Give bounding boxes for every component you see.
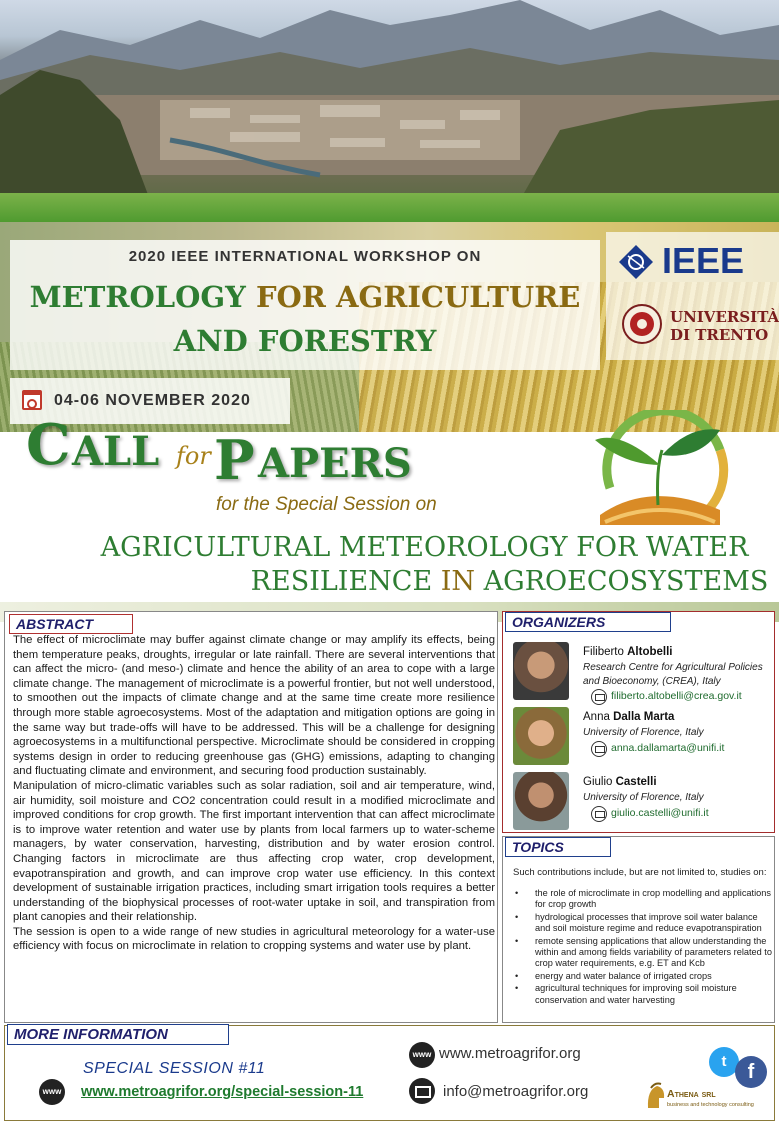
organizer-name <box>583 646 672 658</box>
abstract-paragraph: The session is open to a wide range of new studies in agricultural meteorology for a water-use efficiency with focus on microclimate in relation to cropping systems and water use by plant. <box>13 925 495 953</box>
email-icon <box>591 741 607 757</box>
topic-item: • energy and water balance of irrigated crops <box>513 971 773 982</box>
topic-item: • remote sensing applications that allow understanding the within and among fields variability of parameters related to crop water requirements, e.g. ET and Kcb <box>513 936 773 970</box>
workshop-line: 2020 IEEE INTERNATIONAL WORKSHOP ON <box>128 248 482 265</box>
organizer-name <box>583 711 674 723</box>
unitn-logo <box>622 302 779 352</box>
workshop-title-line1 <box>10 280 600 314</box>
organizer-affiliation: Research Centre for Agricultural Policies and Bioeconomy, (CREA), Italy <box>583 662 763 687</box>
cfp-for: for <box>176 442 211 470</box>
unitn-seal-icon <box>622 304 662 344</box>
subject-resilience: RESILIENCE <box>250 566 441 597</box>
twitter-icon[interactable]: t <box>709 1047 739 1077</box>
athena-wordmark: Athena srl <box>667 1088 716 1100</box>
organizer-affiliation: University of Florence, Italy <box>583 727 704 738</box>
special-session-line: for the Special Session on <box>216 494 437 515</box>
www-icon: www <box>409 1042 435 1068</box>
green-band <box>0 193 779 223</box>
topics-label: TOPICS <box>505 837 611 857</box>
cfp-all: ALL <box>72 428 160 475</box>
cfp-letter-p: P <box>214 428 255 492</box>
topic-item: • hydrological processes that improve soil water balance and soil moisture regime and reduce evapotranspiration <box>513 912 773 935</box>
title-part-metrology: METROLOGY <box>29 280 256 314</box>
organizer-affiliation: University of Florence, Italy <box>583 792 704 803</box>
organizer-email[interactable]: filiberto.altobelli@crea.gov.it <box>611 690 742 702</box>
ieee-wordmark: IEEE <box>662 240 745 281</box>
email-icon <box>591 806 607 822</box>
email-icon <box>591 689 607 705</box>
organizer-photo <box>513 707 569 765</box>
organizer-first-name: Anna <box>583 711 614 723</box>
athena-helmet-icon <box>645 1082 667 1112</box>
topic-item: • agricultural techniques for improving soil moisture conservation and water harvesting <box>513 983 773 1006</box>
workshop-title-line2: AND FORESTRY <box>173 324 437 358</box>
unitn-line2: DI TRENTO <box>670 326 769 344</box>
athena-logo <box>645 1078 775 1118</box>
www-icon: www <box>39 1079 65 1105</box>
organizer-first-name: Giulio <box>583 776 616 788</box>
organizer-card <box>513 707 773 767</box>
organizer-last-name: Altobelli <box>627 646 673 658</box>
topics-intro: Such contributions include, but are not limited to, studies on: <box>513 867 767 878</box>
unitn-wordmark <box>670 308 779 344</box>
topic-item: • the role of microclimate in crop modelling and applications for crop growth <box>513 888 773 911</box>
abstract-label: ABSTRACT <box>9 614 133 634</box>
organizer-first-name: Filiberto <box>583 646 628 658</box>
logo-panel <box>606 232 779 360</box>
organizers-label: ORGANIZERS <box>505 612 671 632</box>
event-date: 04-06 NOVEMBER 2020 <box>54 392 251 409</box>
special-session-number: SPECIAL SESSION #11 <box>83 1060 266 1077</box>
more-information-section <box>4 1025 775 1121</box>
calendar-icon <box>22 390 42 410</box>
organizer-email[interactable]: giulio.castelli@unifi.it <box>611 807 709 819</box>
title-part-agriculture: FOR AGRICULTURE <box>255 280 581 314</box>
organizer-last-name: Castelli <box>615 776 657 788</box>
organizer-name <box>583 776 657 788</box>
unitn-line1: UNIVERSITÀ <box>670 308 779 326</box>
organizers-section <box>502 611 775 833</box>
cfp-letter-c: C <box>26 412 71 478</box>
athena-tagline: business and technology consulting <box>667 1102 754 1108</box>
agriculture-plant-logo <box>580 410 740 530</box>
organizer-card <box>513 772 773 832</box>
special-session-link[interactable]: www.metroagrifor.org/special-session-11 <box>81 1084 364 1100</box>
subject-line1: AGRICULTURAL METEOROLOGY FOR WATER <box>100 532 749 563</box>
cfp-apers: APERS <box>258 440 412 487</box>
subject-in: IN <box>440 566 484 597</box>
organizer-card <box>513 642 773 702</box>
website-link[interactable]: www.metroagrifor.org <box>439 1045 581 1062</box>
topics-list <box>513 888 773 1007</box>
abstract-paragraph: The effect of microclimate may buffer against climate change or may amplify its effects, being them temperature peaks, droughts, irregular or late rainfall. There are several interventions that can affect the micro- (and meso-) climate and hence the ability of an area to cope with a large climate change. The management of microclimate is a powerful frontier, but not well understood, to smoothen out the impacts of climate change and at the same time create more resilience through more stable agroecosystems. Most of the adaptation and mitigation options are going in the same way but trade-offs will have to be addressed. This will be a challenge for designing agroecosystems in a multifunctional perspective. Microclimate should be considered in cropping systems design in order to reducing greenhouse gas (GHG) emissions, adapting to changing and fluctuating climate and environment, and securing food production sustainably. <box>13 634 495 778</box>
subject-line2 <box>0 566 779 597</box>
abstract-paragraph: Manipulation of micro-climatic variables such as solar radiation, soil and air temperature, wind, air humidity, soil moisture and CO2 concentration could result in a modified microclimate and improved conditions for crop growth. The first important intervention that can affect microclimate is to improve water retention and water use by plants from local farmers up to water-scheme managers, by water conservation, harvesting, distribution and by water erosion control. Changing factors in microclimate are thus affecting crop water, crop development, evapotranspiration and growth, and can improve crop water use efficiency. In this context development of sustainable irrigation practices, including smart irrigation tools requires a better understanding of the biophysical processes of root-water uptake in soil, and transpiration from plant canopies and their relationship. <box>13 779 495 924</box>
abstract-text <box>13 633 495 954</box>
organizer-email[interactable]: anna.dallamarta@unifi.it <box>611 742 725 754</box>
call-for-papers-heading <box>26 412 446 492</box>
ieee-logo <box>618 240 778 286</box>
topics-section <box>502 836 775 1023</box>
title-panel <box>10 240 600 370</box>
contact-email-link[interactable]: info@metroagrifor.org <box>443 1083 589 1100</box>
hero-photo-trento <box>0 0 779 200</box>
abstract-section <box>4 611 498 1023</box>
subject-agroecosystems: AGROECOSYSTEMS <box>483 566 769 597</box>
facebook-icon[interactable]: f <box>735 1056 767 1088</box>
more-information-label: MORE INFORMATION <box>7 1024 229 1045</box>
ieee-diamond-icon <box>618 244 654 280</box>
organizer-last-name: Dalla Marta <box>613 711 675 723</box>
organizer-photo <box>513 772 569 830</box>
organizer-photo <box>513 642 569 700</box>
email-icon <box>409 1078 435 1104</box>
